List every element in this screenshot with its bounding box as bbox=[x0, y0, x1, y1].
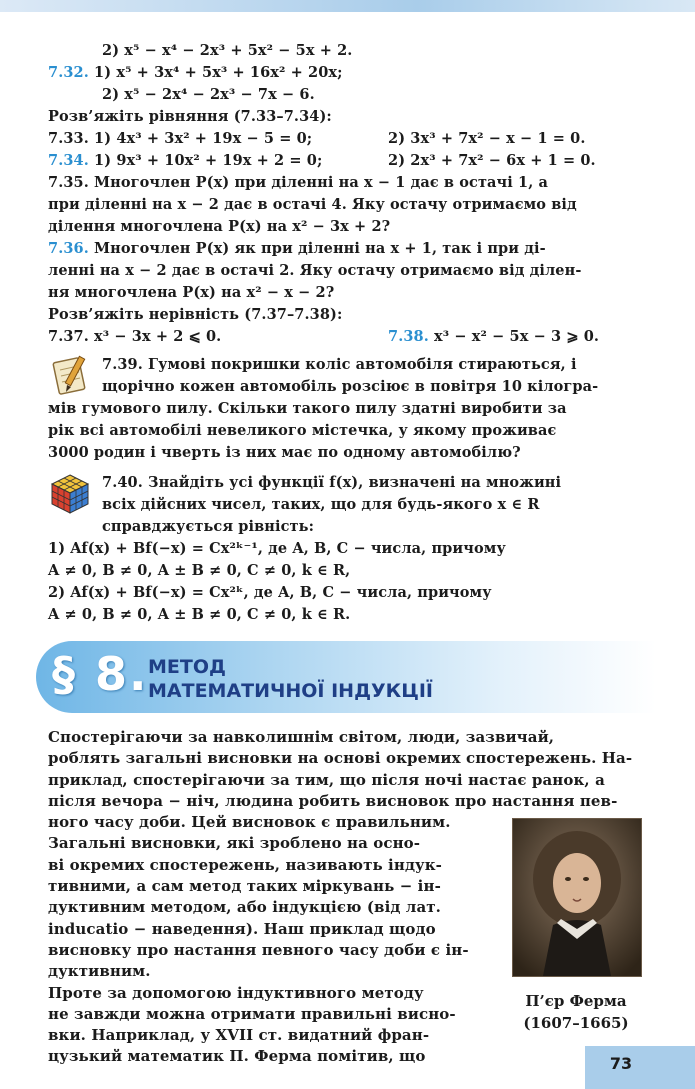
exercise-7-40-line-7: A ≠ 0, B ≠ 0, A ± B ≠ 0, C ≠ 0, k ∈ R. bbox=[48, 606, 351, 623]
exercise-7-36-line-2: ленні на x − 2 дає в остачі 2. Яку остачу отримаємо від ділен- bbox=[48, 262, 582, 279]
exercise-7-38-text: x³ − x² − 5x − 3 ⩾ 0. bbox=[428, 328, 600, 345]
exercise-7-39-line-2: щорічно кожен автомобіль розсіює в повітря 10 кілогра- bbox=[102, 378, 599, 395]
page-number-box bbox=[585, 1046, 695, 1089]
exercise-7-33-part-2: 2) 3x³ + 7x² − x − 1 = 0. bbox=[388, 130, 586, 147]
paragraph-line: ного часу доби. Цей висновок є правильним. bbox=[48, 813, 451, 832]
rubiks-cube-icon bbox=[48, 472, 88, 516]
paragraph-line: висновку про настання певного часу доби є ін- bbox=[48, 940, 469, 959]
exercise-7-40-line-6: 2) Af(x) + Bf(−x) = Cx²ᵏ, де A, B, C − числа, причому bbox=[48, 584, 492, 601]
exercise-number: 7.37. bbox=[48, 328, 89, 345]
exercise-7-36-line-1 bbox=[48, 238, 644, 260]
section-title-line-2: МАТЕМАТИЧНОЇ ІНДУКЦІЇ bbox=[148, 680, 433, 702]
exercise-text: Многочлен P(x) при діленні на x − 1 дає в остачі 1, а bbox=[88, 174, 548, 191]
exercise-number: 7.35. bbox=[48, 174, 89, 191]
paragraph-line: дуктивним. bbox=[48, 962, 151, 981]
section-title-line-1: МЕТОД bbox=[148, 656, 226, 678]
fermat-portrait bbox=[512, 818, 642, 977]
exercise-7-32-part-2: 2) x⁵ − 2x⁴ − 2x³ − 7x − 6. bbox=[102, 86, 315, 103]
exercise-7-40-line-2: всіх дійсних чисел, таких, що для будь-якого x ∈ R bbox=[102, 496, 540, 513]
notebook-pencil-icon bbox=[50, 354, 90, 398]
exercise-7-32-part-1: 1) x⁵ + 3x⁴ + 5x³ + 16x² + 20x; bbox=[94, 64, 343, 81]
exercise-7-34-part-1: 1) 9x³ + 10x² + 19x + 2 = 0; bbox=[94, 152, 323, 169]
page-number: 73 bbox=[609, 1054, 633, 1073]
exercise-7-36-line-3: ня многочлена P(x) на x² − x − 2? bbox=[48, 284, 335, 301]
top-decorative-band bbox=[0, 0, 695, 12]
exercise-7-40-line-4: 1) Af(x) + Bf(−x) = Cx²ᵏ⁻¹, де A, B, C − числа, причому bbox=[48, 540, 506, 557]
exercise-7-32 bbox=[48, 62, 644, 84]
exercise-number: 7.33. bbox=[48, 130, 89, 147]
exercise-number: 7.36. bbox=[48, 240, 89, 257]
paragraph-line: Спостерігаючи за навколишнім світом, люди, зазвичай, bbox=[48, 728, 555, 746]
exercise-7-35-line-3: ділення многочлена P(x) на x² − 3x + 2? bbox=[48, 218, 391, 235]
exercise-number: 7.38. bbox=[388, 328, 429, 345]
exercise-7-31-part-2: 2) x⁵ − x⁴ − 2x³ + 5x² − 5x + 2. bbox=[102, 42, 353, 59]
exercise-7-33-part-1: 1) 4x³ + 3x² + 19x − 5 = 0; bbox=[94, 130, 313, 147]
exercise-7-37-7-38 bbox=[48, 326, 644, 348]
paragraph-line: тивними, а сам метод таких міркувань − ін- bbox=[48, 877, 441, 896]
portrait-caption-years: (1607–1665) bbox=[523, 1014, 629, 1032]
exercise-7-40-line-5: A ≠ 0, B ≠ 0, A ± B ≠ 0, C ≠ 0, k ∈ R, bbox=[48, 562, 351, 579]
exercise-7-33 bbox=[48, 128, 644, 150]
exercise-7-39-line-5: 3000 родин і чверть із них має по одному автомобілю? bbox=[48, 444, 521, 461]
solve-inequalities-header: Розв’яжіть нерівність (7.37–7.38): bbox=[48, 306, 343, 323]
exercise-7-34 bbox=[48, 150, 644, 172]
exercise-7-39-line-4: рік всі автомобілі невеликого містечка, у якому проживає bbox=[48, 422, 557, 439]
paragraph-line: після вечора − ніч, людина робить висновок про настання пев- bbox=[48, 791, 618, 810]
exercise-number: 7.32. bbox=[48, 64, 89, 81]
paragraph-line: не завжди можна отримати правильні виснo- bbox=[48, 1004, 456, 1023]
paragraph-line: роблять загальні висновки на основі окремих спостережень. На- bbox=[48, 749, 633, 768]
portrait-caption bbox=[508, 990, 644, 1034]
paragraph-line: приклад, спостерігаючи за тим, що після ночі настає ранок, а bbox=[48, 770, 605, 789]
exercise-7-39-line-3: мів гумового пилу. Скільки такого пилу здатні виробити за bbox=[48, 400, 567, 417]
paragraph-line: Загальні висновки, які зроблено на осно- bbox=[48, 834, 421, 853]
exercise-7-38 bbox=[388, 326, 599, 348]
paragraph-line: вки. Наприклад, у XVII ст. видатний фран- bbox=[48, 1026, 430, 1045]
exercise-7-34-part-2: 2) 2x³ + 7x² − 6x + 1 = 0. bbox=[388, 152, 596, 169]
portrait-caption-name: П’єр Ферма bbox=[525, 992, 627, 1010]
section-title bbox=[148, 655, 433, 703]
section-heading bbox=[36, 641, 656, 713]
exercise-list bbox=[48, 40, 644, 626]
exercise-number: 7.34. bbox=[48, 152, 89, 169]
exercise-7-37-text: x³ − 3x + 2 ⩽ 0. bbox=[88, 328, 222, 345]
paragraph-line: inducatio − наведення). Наш приклад щодо bbox=[48, 919, 436, 938]
exercise-7-40-line-3: справджується рівність: bbox=[102, 518, 315, 535]
section-number: § 8. bbox=[52, 647, 149, 701]
exercise-7-35-line-2: при діленні на x − 2 дає в остачі 4. Яку остачу отримаємо від bbox=[48, 196, 577, 213]
exercise-text: Многочлен P(x) як при діленні на x + 1, так і при ді- bbox=[88, 240, 546, 257]
exercise-7-35-line-1 bbox=[48, 172, 644, 194]
paragraph-line: ві окремих спостережень, називають індук- bbox=[48, 855, 442, 874]
paragraph-line: цузький математик П. Ферма помітив, що bbox=[48, 1047, 426, 1066]
paragraph-line: дуктивним методом, або індукцією (від лат. bbox=[48, 898, 442, 917]
exercise-7-40-line-1: 7.40. Знайдіть усі функції f(x), визначені на множині bbox=[102, 474, 562, 491]
paragraph-line: Проте за допомогою індуктивного методу bbox=[48, 983, 424, 1002]
solve-equations-header: Розв’яжіть рівняння (7.33–7.34): bbox=[48, 108, 332, 125]
exercise-7-39-line-1: 7.39. Гумові покришки коліс автомобіля стираються, і bbox=[102, 356, 577, 373]
